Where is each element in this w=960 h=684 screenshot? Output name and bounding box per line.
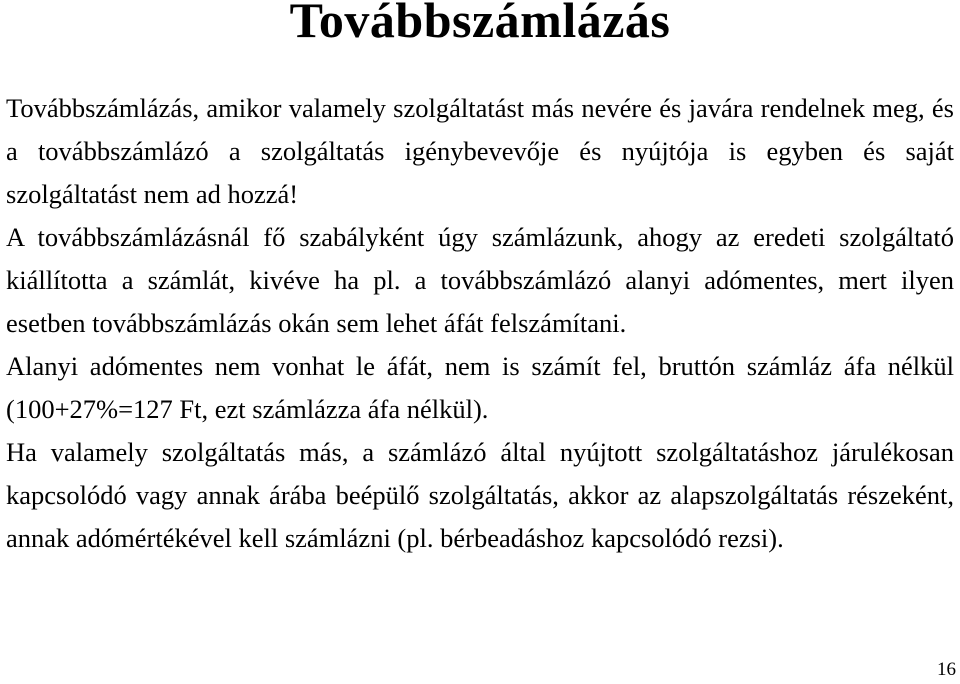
- paragraph-main-rule: A továbbszámlázásnál fő szabályként úgy számlázunk, ahogy az eredeti szolgáltató kiállította a számlát, kivéve ha pl. a továbbszámlázó alanyi adómentes, mert ilyen esetben továbbszámlázás okán sem lehet áfát felszámítani.: [6, 222, 954, 338]
- page-number: 16: [937, 659, 956, 680]
- page-title: Továbbszámlázás: [289, 0, 671, 48]
- paragraph-exempt-example: Alanyi adómentes nem vonhat le áfát, nem is számít fel, bruttón számláz áfa nélkül (100+27%=127 Ft, ezt számlázza áfa nélkül).: [6, 351, 954, 424]
- body-text: [6, 87, 954, 560]
- paragraph-ancillary-service: Ha valamely szolgáltatás más, a számlázó által nyújtott szolgáltatáshoz járulékosan kapcsolódó vagy annak árába beépülő szolgáltatás, akkor az alapszolgáltatás részeként, annak adómértékével kell számlázni (pl. bérbeadáshoz kapcsolódó rezsi).: [6, 437, 954, 553]
- paragraph-definition: Továbbszámlázás, amikor valamely szolgáltatást más nevére és javára rendelnek meg, és a továbbszámlázó a szolgáltatás igénybevevője és nyújtója is egyben és saját szolgáltatást nem ad hozzá!: [6, 93, 954, 209]
